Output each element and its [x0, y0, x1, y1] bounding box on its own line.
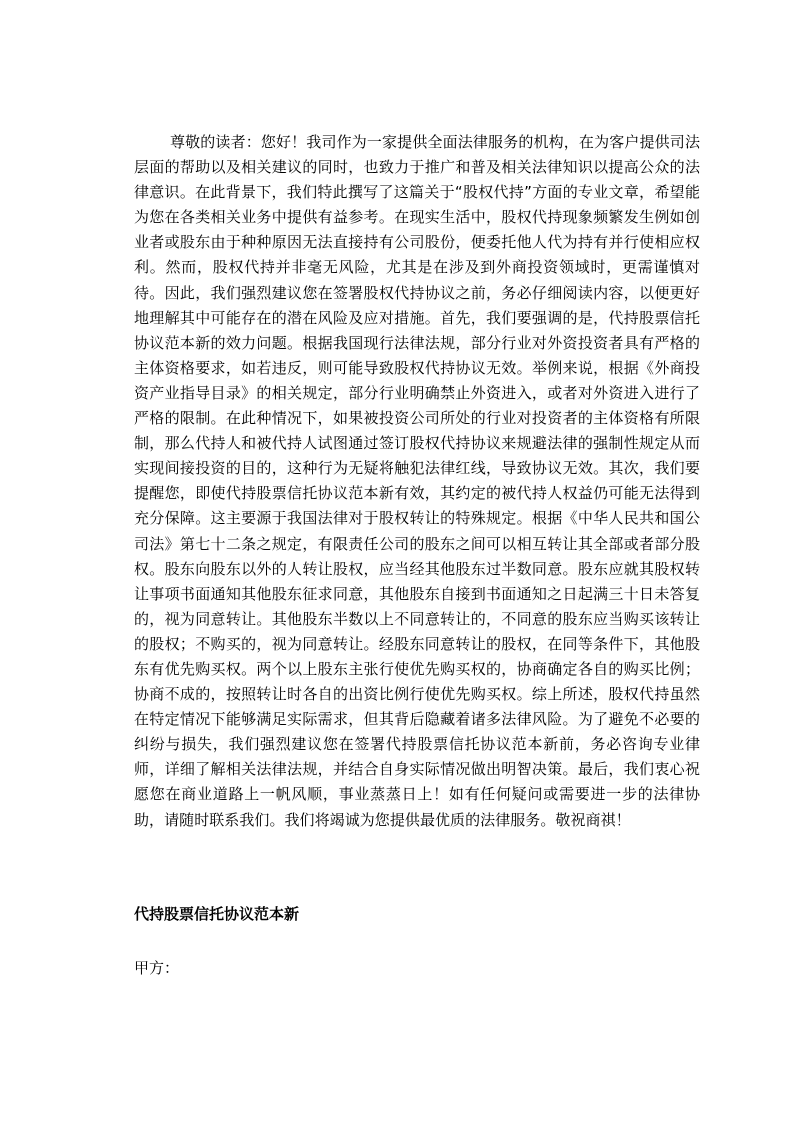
party-a-label: 甲方：	[134, 959, 180, 977]
intro-paragraph: 尊敬的读者：您好！我司作为一家提供全面法律服务的机构，在为客户提供司法层面的帮助以及相关建议的同时，也致力于推广和普及相关法律知识以提高公众的法律意识。在此背景下，我们特此撰写了这篇关于“股权代持”方面的专业文章，希望能为您在各类相关业务中提供有益参考。在现实生活中，股权代持现象频繁发生例如创业者或股东由于种种原因无法直接持有公司股份，便委托他人代为持有并行使相应权利。然而，股权代持并非毫无风险，尤其是在涉及到外商投资领域时，更需谨慎对待。因此，我们强烈建议您在签署股权代持协议之前，务必仔细阅读内容，以便更好地理解其中可能存在的潜在风险及应对措施。首先，我们要强调的是，代持股票信托协议范本新的效力问题。根据我国现行法律法规，部分行业对外资投资者具有严格的主体资格要求，如若违反，则可能导致股权代持协议无效。举例来说，根据《外商投资产业指导目录》的相关规定，部分行业明确禁止外资进入，或者对外资进入进行了严格的限制。在此种情况下，如果被投资公司所处的行业对投资者的主体资格有所限制，那么代持人和被代持人试图通过签订股权代持协议来规避法律的强制性规定从而实现间接投资的目的，这种行为无疑将触犯法律红线，导致协议无效。其次，我们要提醒您，即使代持股票信托协议范本新有效，其约定的被代持人权益仍可能无法得到充分保障。这主要源于我国法律对于股权转让的特殊规定。根据《中华人民共和国公司法》第七十二条之规定，有限责任公司的股东之间可以相互转让其全部或者部分股权。股东向股东以外的人转让股权，应当经其他股东过半数同意。股东应就其股权转让事项书面通知其他股东征求同意，其他股东自接到书面通知之日起满三十日未答复的，视为同意转让。其他股东半数以上不同意转让的，不同意的股东应当购买该转让的股权；不购买的，视为同意转让。经股东同意转让的股权，在同等条件下，其他股东有优先购买权。两个以上股东主张行使优先购买权的，协商确定各自的购买比例；协商不成的，按照转让时各自的出资比例行使优先购买权。综上所述，股权代持虽然在特定情况下能够满足实际需求，但其背后隐藏着诸多法律风险。为了避免不必要的纠纷与损失，我们强烈建议您在签署代持股票信托协议范本新前，务必咨询专业律师，详细了解相关法律法规，并结合自身实际情况做出明智决策。最后，我们衷心祝愿您在商业道路上一帆风顺，事业蒸蒸日上！如有任何疑问或需要进一步的法律协助，请随时联系我们。我们将竭诚为您提供最优质的法律服务。敬祝商祺！	[134, 133, 700, 829]
document-title: 代持股票信托协议范本新	[134, 905, 300, 923]
